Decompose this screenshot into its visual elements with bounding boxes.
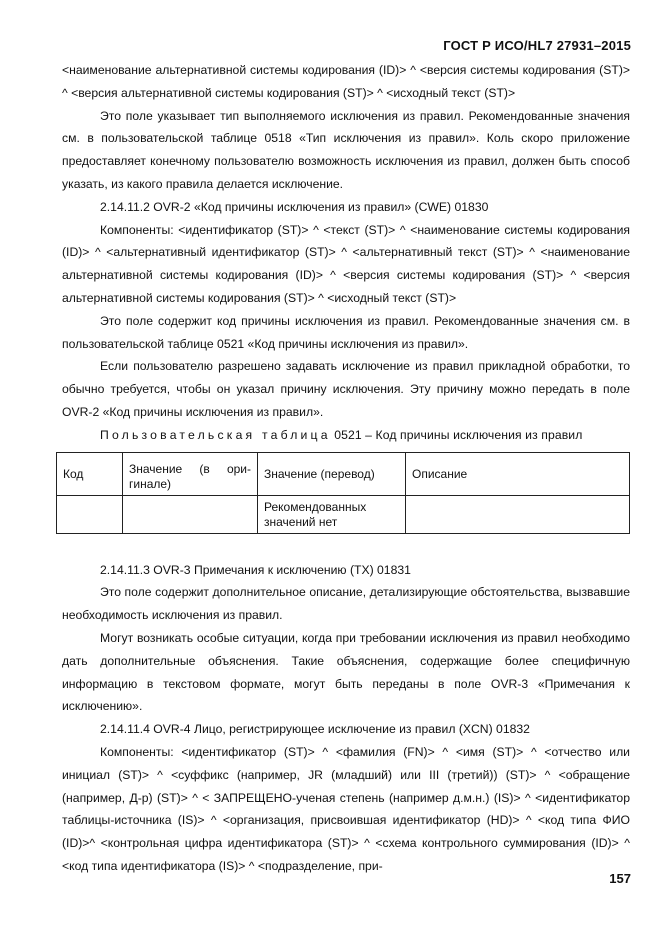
section-heading-ovr-3: 2.14.11.3 OVR-3 Примечания к исключению (TX) 01831 xyxy=(100,562,411,577)
table-caption-title: 0521 – Код причины исключения из правил xyxy=(334,427,583,442)
cell-description xyxy=(406,495,630,533)
section-heading-ovr-2: 2.14.11.2 OVR-2 «Код причины исключения из правил» (CWE) 01830 xyxy=(100,199,489,214)
header-value-original: Значение (в ори- гинале) xyxy=(123,452,258,495)
paragraph-ovr-3-description: Это поле содержит дополнительное описание, детализирующие обстоятельства, вызвавшие необходимость исключения из правил. xyxy=(62,585,630,623)
paragraph-ovr-2-usage: Если пользователю разрешено задавать исключение из правил прикладной обработки, то обычно требуется, чтобы он указал причину исключения. Эту причину можно передать в поле OVR-2 «Код причины исключения из правил». xyxy=(62,359,630,419)
paragraph-ovr-4-components: Компоненты: <идентификатор (ST)> ^ <фамилия (FN)> ^ <имя (ST)> ^ <отчество или инициал (ST)> ^ <суффикс (например, JR (младший) или III (третий)) (ST)> ^ <обращение (например, Д-р) (ST)> ^ < ЗАПРЕЩЕНО-ученая степень (например д.м.н.) (IS)> ^ <идентификатор таблицы-источника (IS)> ^ <организация, присвоившая идентификатор (HD)> ^ <код типа ФИО (ID)>^ <контрольная цифра идентификатора (ST)> ^ <схема контрольного суммирования (ID)> ^ <код типа идентификатора (IS)> ^ <подразделение, при- xyxy=(62,744,630,873)
paragraph-ovr-2-components: Компоненты: <идентификатор (ST)> ^ <текст (ST)> ^ <наименование системы кодирования (ID)> ^ <альтернативный идентификатор (ST)> ^ <альтернативный текст (ST)> ^ <наименование альтернативной системы кодирования (ID)> ^ <версия системы кодирования (ST)> ^ <версия альтернативной системы кодирования (ST)> ^ <исходный текст (ST)> xyxy=(62,222,630,305)
cell-value-translation: Рекомендованных значений нет xyxy=(258,495,406,533)
table-header-row xyxy=(57,452,630,495)
paragraph-ovr-2-description: Это поле содержит код причины исключения из правил. Рекомендованные значения см. в пользовательской таблице 0521 «Код причины исключения из правил». xyxy=(62,313,630,351)
table-row xyxy=(57,495,630,533)
page-content xyxy=(62,59,630,878)
components-continuation: <наименование альтернативной системы кодирования (ID)> ^ <версия системы кодирования (ST)> ^ <версия альтернативной системы кодирования (ST)> ^ <исходный текст (ST)> xyxy=(62,63,630,100)
table-caption-label: Пользовательская таблица xyxy=(100,427,331,442)
paragraph-ovr-3-usage: Могут возникать особые ситуации, когда при требовании исключения из правил необходимо дать дополнительные объяснения. Такие объяснения, содержащие более специфичную информацию в текстовом формате, могут быть переданы в поле OVR-3 «Примечания к исключению». xyxy=(62,630,630,714)
page-number: 157 xyxy=(609,871,631,886)
header-value-translation: Значение (перевод) xyxy=(258,452,406,495)
paragraph-override-type: Это поле указывает тип выполняемого исключения из правил. Рекомендованные значения см. в пользовательской таблице 0518 «Тип исключения из правил». Коль скоро приложение предоставляет конечному пользователю возможность исключения из правил, должен быть способ указать, из какого правила делается исключение. xyxy=(62,108,630,191)
document-header: ГОСТ Р ИСО/HL7 27931–2015 xyxy=(443,38,631,53)
spacer xyxy=(62,534,630,559)
section-heading-ovr-4: 2.14.11.4 OVR-4 Лицо, регистрирующее исключение из правил (XCN) 01832 xyxy=(100,722,530,737)
user-table-0521 xyxy=(56,452,630,534)
table-caption xyxy=(62,424,630,447)
cell-value-original xyxy=(123,495,258,533)
header-description: Описание xyxy=(406,452,630,495)
header-code: Код xyxy=(57,452,123,495)
cell-code xyxy=(57,495,123,533)
